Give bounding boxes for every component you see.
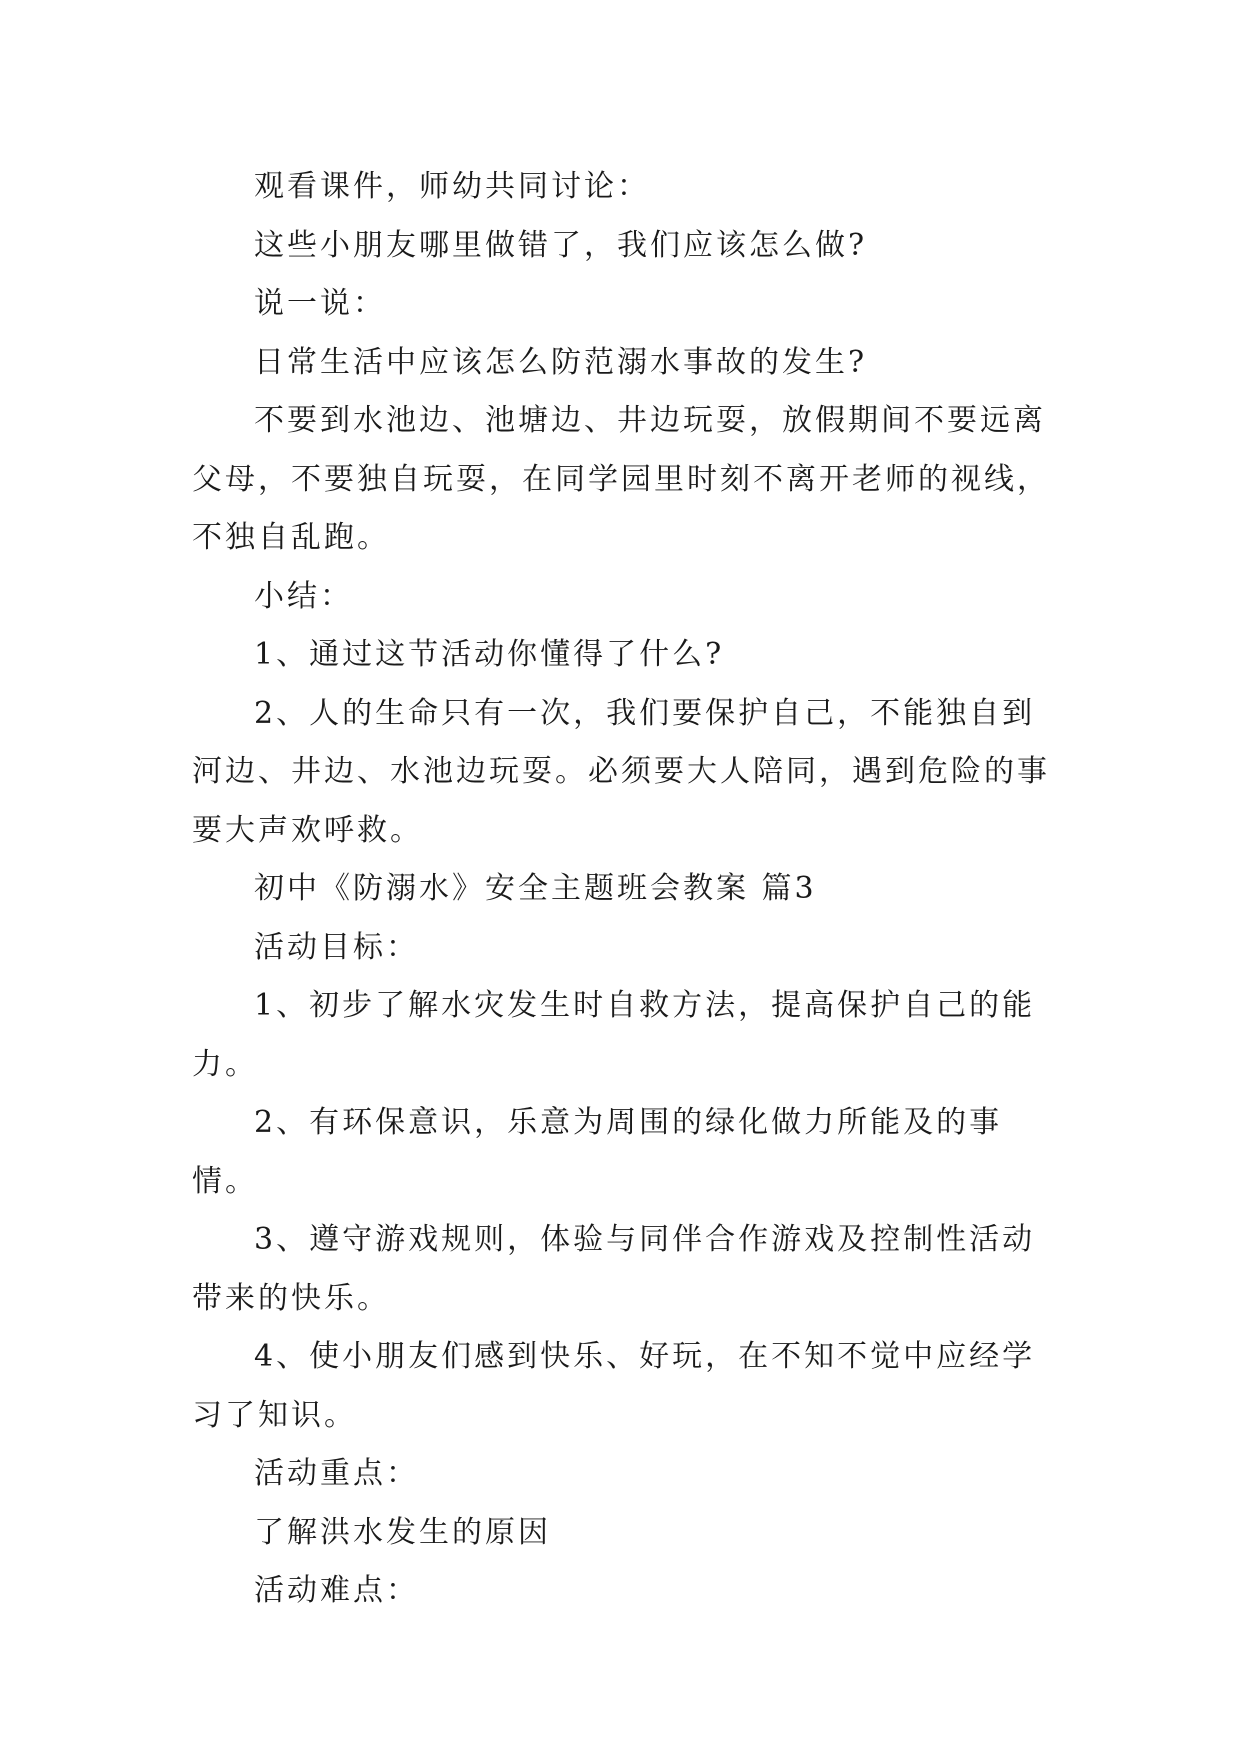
paragraph-goal-3: 3、遵守游戏规则，体验与同伴合作游戏及控制性活动带来的快乐。 (192, 1222, 1036, 1316)
paragraph-goal-2: 2、有环保意识，乐意为周围的绿化做力所能及的事情。 (192, 1105, 1003, 1199)
document-body (192, 158, 1062, 1621)
paragraph-goals-heading: 活动目标： (254, 929, 419, 965)
paragraph-safety-advice: 不要到水池边、池塘边、井边玩耍，放假期间不要远离父母，不要独自玩耍，在同学园里时刻不离开老师的视线，不独自乱跑。 (192, 403, 1050, 555)
paragraph-key-points-heading: 活动重点： (254, 1456, 419, 1491)
paragraph-goal-1: 1、初步了解水灾发生时自救方法，提高保护自己的能力。 (192, 988, 1036, 1082)
paragraph-question-prevention: 日常生活中应该怎么防范溺水事故的发生? (254, 344, 868, 380)
paragraph-say-it: 说一说： (254, 286, 386, 321)
paragraph-goal-4: 4、使小朋友们感到快乐、好玩，在不知不觉中应经学习了知识。 (192, 1339, 1036, 1433)
paragraph-summary-heading: 小结： (254, 578, 353, 614)
section-title: 初中《防溺水》安全主题班会教案 篇3 (254, 871, 817, 906)
paragraph-watch-courseware: 观看课件，师幼共同讨论： (254, 169, 650, 204)
paragraph-question-mistakes: 这些小朋友哪里做错了，我们应该怎么做? (254, 227, 868, 263)
paragraph-summary-item-2: 2、人的生命只有一次，我们要保护自己，不能独自到河边、井边、水池边玩耍。必须要大人陪同，遇到危险的事要大声欢呼救。 (192, 695, 1050, 848)
paragraph-difficulties-heading: 活动难点： (254, 1573, 419, 1608)
paragraph-summary-item-1: 1、通过这节活动你懂得了什么? (254, 637, 725, 672)
paragraph-key-point: 了解洪水发生的原因 (254, 1514, 551, 1550)
